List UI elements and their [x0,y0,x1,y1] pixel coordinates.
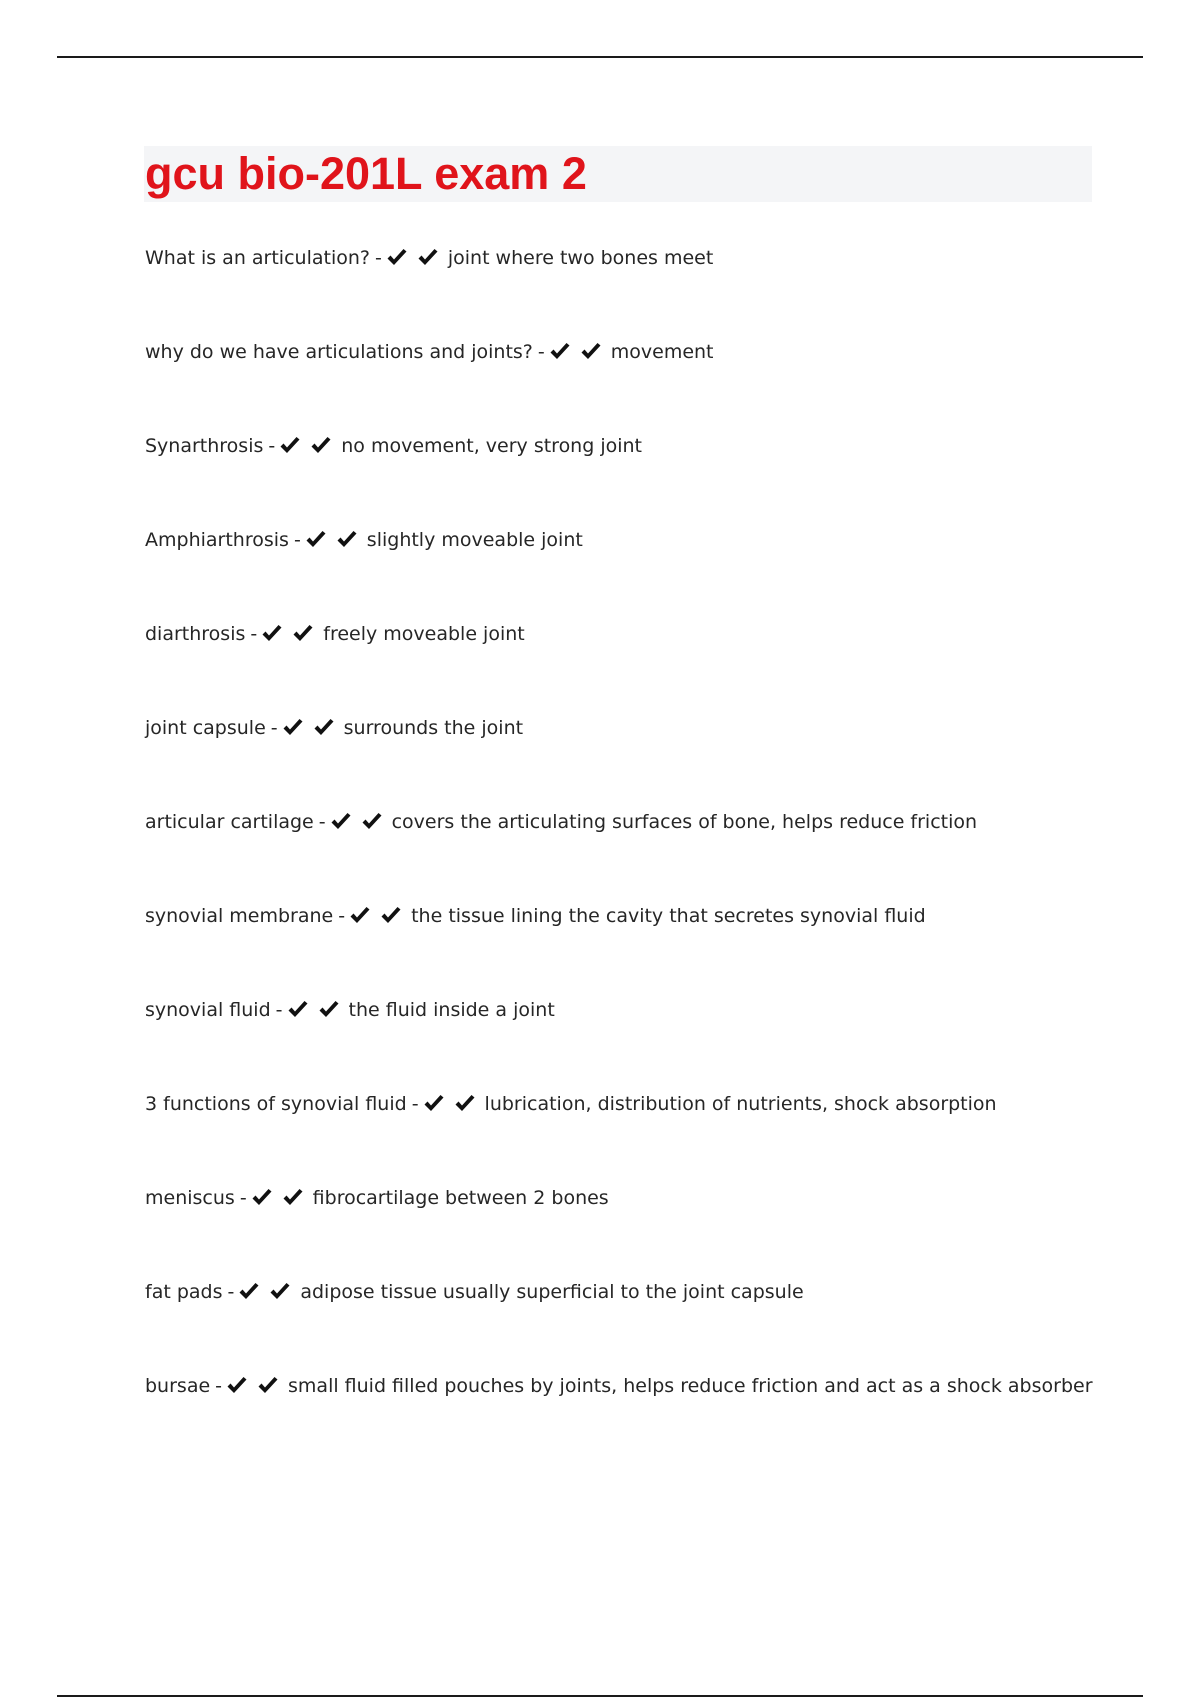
qa-definition: the tissue lining the cavity that secretes synovial fluid [411,905,926,927]
check-icon [453,1092,477,1116]
qa-item [145,901,1145,995]
check-icon [385,246,409,270]
qa-term: meniscus [145,1187,235,1209]
check-icon [548,340,572,364]
bottom-rule [57,1695,1143,1697]
qa-term: articular cartilage [145,811,314,833]
qa-separator: - [537,341,545,363]
check-icon [260,622,284,646]
check-icon [250,1186,274,1210]
check-marks [250,1183,305,1213]
check-icon [416,246,440,270]
qa-definition: covers the articulating surfaces of bone, helps reduce friction [391,811,978,833]
check-marks [329,807,384,837]
qa-definition: freely moveable joint [323,623,525,645]
qa-definition: the fluid inside a joint [348,999,555,1021]
check-icon [335,528,359,552]
qa-separator: - [275,999,283,1021]
qa-term: joint capsule [145,717,266,739]
qa-term: fat pads [145,1281,223,1303]
check-icon [309,434,333,458]
qa-item [145,337,1145,431]
qa-term: What is an articulation? [145,247,370,269]
check-marks [281,713,336,743]
check-marks [260,619,315,649]
qa-separator: - [268,435,276,457]
top-rule [57,56,1143,58]
qa-definition: surrounds the joint [343,717,524,739]
qa-term: bursae [145,1375,211,1397]
check-icon [317,998,341,1022]
check-icon [422,1092,446,1116]
qa-item [145,1277,1145,1371]
qa-term: Amphiarthrosis [145,529,289,551]
qa-item [145,713,1145,807]
check-marks [237,1277,292,1307]
qa-definition: movement [610,341,714,363]
qa-term: Synarthrosis [145,435,264,457]
check-icon [278,434,302,458]
qa-separator: - [250,623,258,645]
qa-item [145,619,1145,713]
qa-term: synovial fluid [145,999,271,1021]
check-marks [225,1371,280,1401]
check-icon [281,716,305,740]
check-icon [379,904,403,928]
qa-definition: fibrocartilage between 2 bones [312,1187,609,1209]
check-icon [291,622,315,646]
qa-separator: - [270,717,278,739]
qa-term: 3 functions of synovial fluid [145,1093,407,1115]
qa-item [145,431,1145,525]
qa-term: diarthrosis [145,623,246,645]
qa-list [145,243,1145,1465]
qa-term: synovial membrane [145,905,334,927]
qa-separator: - [239,1187,247,1209]
qa-definition: adipose tissue usually superficial to the joint capsule [300,1281,804,1303]
qa-definition: slightly moveable joint [366,529,583,551]
page-title: gcu bio-201L exam 2 [145,148,587,199]
qa-item [145,807,1145,901]
qa-separator: - [374,247,382,269]
qa-separator: - [338,905,346,927]
check-marks [286,995,341,1025]
check-marks [348,901,403,931]
qa-item [145,1371,1145,1465]
qa-separator: - [318,811,326,833]
qa-separator: - [227,1281,235,1303]
qa-item [145,1089,1145,1183]
check-marks [304,525,359,555]
check-marks [278,431,333,461]
check-marks [385,243,440,273]
qa-item [145,995,1145,1089]
qa-term: why do we have articulations and joints? [145,341,533,363]
qa-separator: - [215,1375,223,1397]
check-icon [268,1280,292,1304]
qa-separator: - [411,1093,419,1115]
check-icon [286,998,310,1022]
check-icon [312,716,336,740]
check-marks [548,337,603,367]
qa-item [145,525,1145,619]
check-icon [348,904,372,928]
qa-item [145,1183,1145,1277]
check-icon [329,810,353,834]
check-icon [579,340,603,364]
check-icon [256,1374,280,1398]
qa-definition: joint where two bones meet [447,247,714,269]
check-marks [422,1089,477,1119]
qa-separator: - [293,529,301,551]
qa-item [145,243,1145,337]
qa-definition: no movement, very strong joint [341,435,643,457]
qa-definition: small fluid filled pouches by joints, helps reduce friction and act as a shock absorber [288,1375,1093,1397]
check-icon [304,528,328,552]
check-icon [225,1374,249,1398]
qa-definition: lubrication, distribution of nutrients, shock absorption [484,1093,997,1115]
check-icon [237,1280,261,1304]
check-icon [281,1186,305,1210]
check-icon [360,810,384,834]
